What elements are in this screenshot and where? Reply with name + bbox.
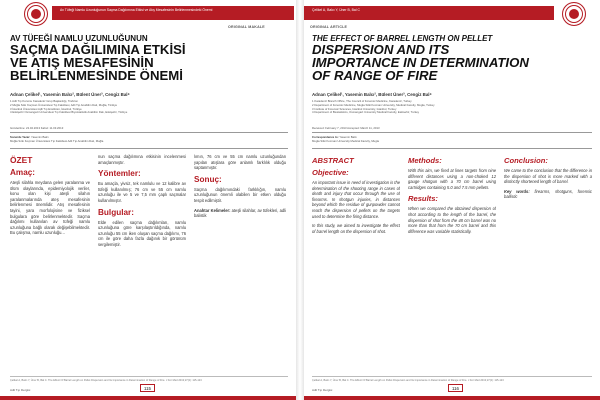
objective-text: An important issue in need of investigation is the determination of the shooting range in cases of death and injury that occur through the use of firearms. In shotgun injuries, in distances beyond which the residue of gunpowder cannot reach the dispersion of pellets on the targets used to determine the firing distance. <box>312 180 400 219</box>
corr-label: Sorumlu Yazar: <box>10 135 31 139</box>
affiliation: 3 İstanbul Üniversitesi Adli Tıp Enstitüsü, İstanbul, Türkiye <box>10 106 82 111</box>
objective-text: In this study, we aimed to investigate the effect of barrel length on the dispersion of shot. <box>312 223 400 234</box>
keywords-label: Anahtar Kelimeler: <box>194 207 231 213</box>
title-line: VE ATIŞ MESAFESİNİN <box>10 55 154 70</box>
title-line: OF RANGE OF FIRE <box>312 68 438 83</box>
body-text: nun saçma dağılımına etkisinin incelenmesi amaçlanmıştır. <box>98 154 186 165</box>
page-number: 116 <box>448 384 463 392</box>
citation-footnote: Çelikel A, Balcı Y, Üner B, Bal C. The Effect Of Barrel Length on Pellet Dispersion and Its Importance in Determination of Range of Fire. J For Med 2013;27(2): 115-123 <box>312 378 504 382</box>
column-3 <box>504 154 592 360</box>
footer-divider <box>10 376 288 377</box>
title-line: IMPORTANCE IN DETERMINATION <box>312 55 529 70</box>
results-heading: Bulgular: <box>98 207 134 217</box>
footer-divider <box>312 376 592 377</box>
results-heading: Results: <box>408 194 438 204</box>
affiliation: 4 Department of Biostatistics, Osmangazi University Medical Faculty, Eskisehir, Turkey <box>312 110 420 115</box>
authors: Adnan Çelikel¹, Yasemin Balcı², Bülent Üner³, Cengiz Bal⁴ <box>312 92 432 97</box>
book-gutter <box>296 0 304 400</box>
dates: Received: February 7, 2013 Accepted: March 11, 2013 <box>312 126 380 130</box>
keywords-label: Key words: <box>504 188 530 194</box>
methods-text: Bu amaçla, yivsiz, tek namlulu ve 12 kalibre av tüfeği kullanılmış; 76 cm ve 55 cm namlu uzunluğu ile ve 5 ve 7,5 mm çaplı saçmalar kullanılmıştır. <box>98 181 186 203</box>
conclusion-heading: Conclusion: <box>504 156 548 165</box>
article-title <box>312 43 597 82</box>
running-header: Çelikel A, Balcı Y, Üner B, Bal C <box>312 8 360 12</box>
affiliation: 1 Adli Tıp Kurumu Karadeniz Grup Başkanlığı, Trabzon <box>10 99 79 103</box>
footer-bar <box>304 396 600 400</box>
results-text: Elde edilen saçma dağılımları, namlu uzunluğuna göre karşılaştırıldığında, namlu uzunluğu 55 cm iken oluşan saçma dağılımı, 76 cm ile göre daha fazla dağınık bir görünüm sergilemiştir. <box>98 219 186 247</box>
journal-name: Adli Tıp Dergisi <box>10 388 31 392</box>
correspondence <box>10 136 103 144</box>
column-2 <box>408 154 496 360</box>
section-label: ORIGINAL ARTICLE <box>310 25 348 29</box>
conclusion-text: We came to the conclusion that the difference in the dispersion of shot is more marked with a distinctly shortened length of barrel. <box>504 168 592 185</box>
authors: Adnan Çelikel¹, Yasemin Balcı², Bülent Üner³, Cengiz Bal⁴ <box>10 92 130 97</box>
correspondence <box>312 136 379 144</box>
keywords <box>194 208 286 219</box>
affiliation: 3 Institute of Forensic Sciences, Istanbul University, Istanbul, Turkey <box>312 106 397 111</box>
corr-text: Mugla Sitki Kocman University Medical Faculty, Mugla <box>312 138 379 143</box>
journal-name: Adli Tıp Dergisi <box>312 388 333 392</box>
column-1 <box>312 154 400 360</box>
journal-seal-icon <box>562 2 586 26</box>
page-number: 115 <box>140 384 155 392</box>
objective-heading: Amaç: <box>10 168 36 177</box>
objective-heading: Objective: <box>312 168 349 177</box>
running-header: Av Tüfeği Namlu Uzunluğunun Saçma Dağılımına Etkisi ve Atış Mesafesinin Belirlenmesindeki Önemi <box>60 8 213 12</box>
affiliation: 2 Department of Forensic Medicine, Mugla Sitki Kocman University, Medical Faculty, Mugla, Turkey <box>312 102 435 107</box>
journal-seal-icon <box>24 2 48 26</box>
corr-name: Yasemin Balcı <box>339 135 357 139</box>
corr-name: Yasemin Balcı <box>31 135 49 139</box>
affiliation: 1 Karadeniz Branch Office, The Council of Forensic Medicine, Karadeniz, Turkey <box>312 99 412 103</box>
body-text: lımın, 76 cm ve 55 cm namlu uzunluğundan yapılan atışlara göre anlamlı farklılık olduğu saptanmıştır. <box>194 154 286 171</box>
affiliations <box>312 100 512 115</box>
title-line: BELİRLENMESİNDE ÖNEMİ <box>10 68 183 83</box>
abstract-heading: ABSTRACT <box>312 156 354 165</box>
objective-text: Ateşli silahla meydana gelen yaralanma ve ölüm olaylarında, epidemiyolojik veriler, konu olan kişi ateşli silahın yaralanmalarında ateş mesafesinin belirlenmesi önemlidir. Atış mesafesinin tayini, yara morfolojisine ve fiziksel bulgulara göre belirlenmektedir. Saçma dağılımı kullanılan av tüfeği namlu uzunluğuna bağlı olarak değişebilmektedir. Bu çalışma, namlu uzunluğu... <box>10 180 90 236</box>
column-1 <box>10 154 90 360</box>
title-line: SAÇMA DAĞILIMINA ETKİSİ <box>10 42 186 57</box>
divider <box>10 132 288 133</box>
dates: Gönderilme: 22.02.2013 Kabul: 11.03.2013 <box>10 126 64 130</box>
column-3 <box>194 154 286 360</box>
right-page <box>304 0 600 400</box>
keywords <box>504 189 592 200</box>
abstract-heading: ÖZET <box>10 155 33 165</box>
methods-heading: Methods: <box>408 156 442 165</box>
keywords-text: ateşli silahlar, av tüfekleri, adli balistik <box>194 207 286 219</box>
affiliation: 2 Muğla Sıtkı Koçman Üniversitesi Tıp Fakültesi, Adli Tıp Anabilim Dalı, Muğla, Türkiye <box>10 102 118 107</box>
divider <box>312 132 592 133</box>
citation-footnote: Çelikel A, Balcı Y, Üner B, Bal C. The Effect Of Barrel Length on Pellet Dispersion and Its Importance in Determination of Range of Fire. J For Med 2013;27(2): 115-123 <box>10 378 202 382</box>
conclusion-heading: Sonuç: <box>194 174 222 184</box>
affiliation: 4 Eskişehir Osmangazi Üniversitesi Tıp Fakültesi Biyoistatistik Anabilim Dalı, Eskişehir, Türkiye <box>10 110 128 115</box>
title-kicker: THE EFFECT OF BARREL LENGTH ON PELLET <box>312 34 493 43</box>
affiliations <box>10 100 260 115</box>
conclusion-text: Saçma dağılımındaki farklılığın, namlu uzunluğunun önemli olabilen bir etken olduğu tespit edilmiştir. <box>194 186 286 203</box>
keywords-text: firearms, shotguns, forensic ballistic <box>504 188 592 200</box>
article-title <box>10 43 250 82</box>
results-text: When we compared the obtained dispersion of shot according to the length of the barrel, the dispersion of shot from the 48 cm barrel was no more than that from the 70 cm barrel and this difference was variable statistically. <box>408 206 496 234</box>
column-2 <box>98 154 186 360</box>
methods-heading: Yöntemler: <box>98 169 141 179</box>
corr-text: Muğla Sıtkı Koçman Üniversitesi Tıp Fakültesi Adli Tıp Anabilim Dalı, Muğla <box>10 138 104 143</box>
left-page <box>0 0 296 400</box>
title-line: DISPERSION AND ITS <box>312 42 450 57</box>
divider <box>312 148 592 149</box>
title-kicker: AV TÜFEĞİ NAMLU UZUNLUĞUNUN <box>10 34 148 43</box>
section-label: ORIGINAL MAKALE <box>228 25 265 29</box>
corr-label: Correspondence to: <box>312 135 339 139</box>
footer-bar <box>0 396 296 400</box>
methods-text: With this aim, we fired at lines targets from nine different distances using a non-choked 12 gauge shotgun with a 70 cm barrel using cartridges containing 5.0 and 7.5 mm pellets. <box>408 168 496 190</box>
divider <box>10 148 288 149</box>
